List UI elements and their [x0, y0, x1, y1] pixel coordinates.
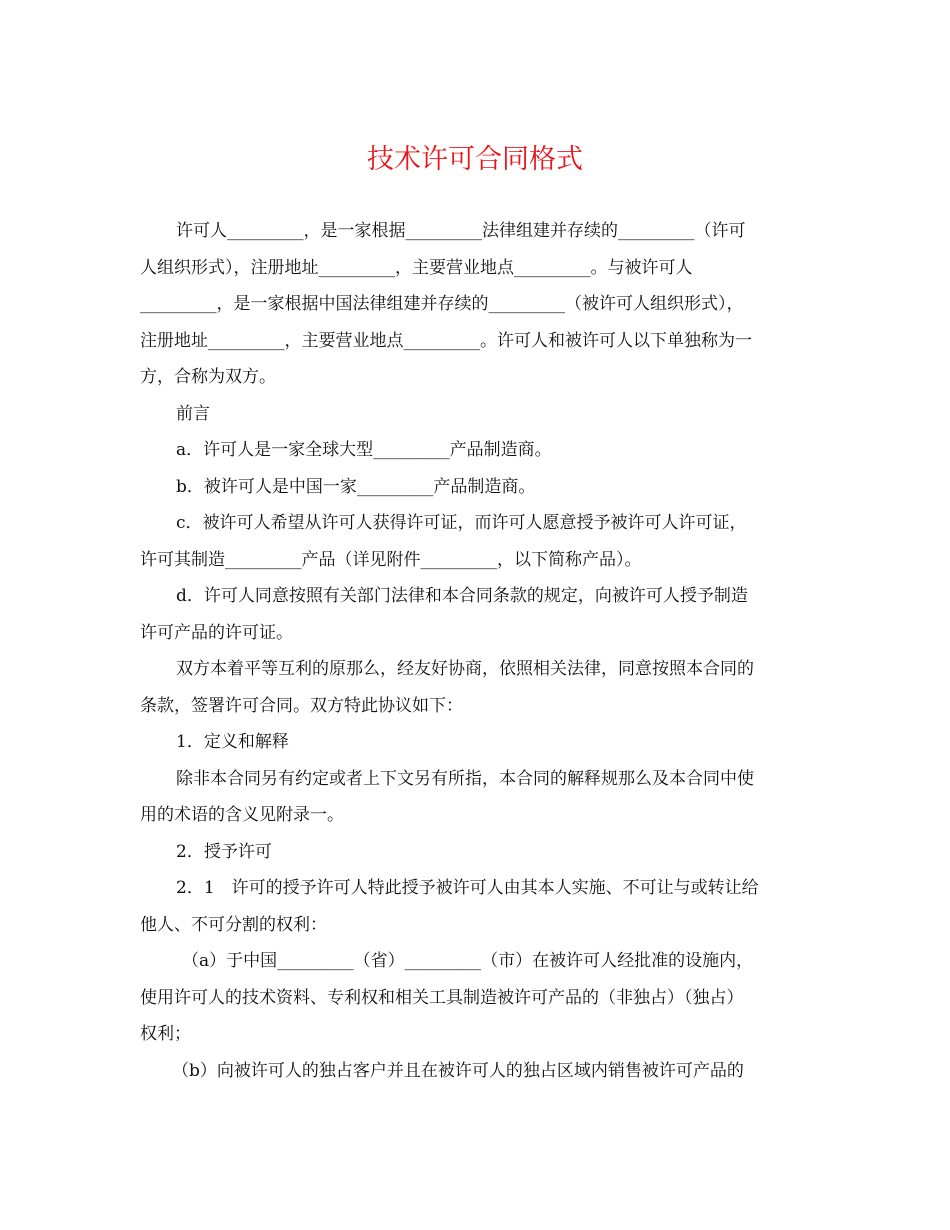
text-line: （b）向被许可人的独占客户并且在被许可人的独占区域内销售被许可产品的 — [172, 1060, 744, 1081]
text-line: 许可其制造_________产品（详见附件_________，以下简称产品）。 — [140, 549, 642, 570]
text-line: 双方本着平等互利的原那么，经友好协商，依照相关法律，同意按照本合同的 — [176, 659, 754, 679]
text-line: c．被许可人希望从许可人获得许可证，而许可人愿意授予被许可人许可证， — [176, 513, 747, 533]
text-line: d．许可人同意按照有关部门法律和本合同条款的规定，向被许可人授予制造 — [176, 586, 748, 606]
text-line: （a）于中国_________（省）_________（市）在被许可人经批准的设施内， — [182, 951, 754, 971]
text-line: 许可人_________，是一家根据_________法律组建并存续的_________（许可 — [176, 221, 746, 241]
text-line: 人组织形式），注册地址_________，主要营业地点_________。与被许可人 — [140, 257, 693, 278]
text-line: a．许可人是一家全球大型_________产品制造商。 — [176, 440, 552, 460]
text-line: 注册地址_________，主要营业地点_________。许可人和被许可人以下单独称为一 — [140, 330, 752, 351]
text-line: 条款，签署许可合同。双方特此协议如下： — [140, 695, 463, 716]
text-line: _________，是一家根据中国法律组建并存续的_________（被许可人组织形式）， — [140, 294, 744, 314]
text-line: 许可产品的许可证。 — [140, 622, 293, 643]
text-line: 权利； — [140, 1024, 191, 1044]
text-line: 1．定义和解释 — [176, 732, 289, 752]
document-body — [140, 213, 812, 1089]
text-line: 前言 — [176, 403, 210, 424]
text-line: 2．授予许可 — [176, 841, 272, 862]
text-line: 方，合称为双方。 — [140, 367, 276, 387]
text-line: b．被许可人是中国一家_________产品制造商。 — [176, 476, 536, 497]
document-title: 技术许可合同格式 — [367, 144, 583, 175]
text-line: 除非本合同另有约定或者上下文另有所指，本合同的解释规那么及本合同中使 — [176, 768, 754, 789]
text-line: 用的术语的含义见附录一。 — [140, 805, 344, 825]
text-line: 他人、不可分割的权利： — [140, 914, 327, 935]
text-line: 2．1 许可的授予许可人特此授予被许可人由其本人实施、不可让与或转让给 — [176, 878, 759, 898]
text-line: 使用许可人的技术资料、专利权和相关工具制造被许可产品的（非独占）（独占） — [140, 987, 744, 1008]
